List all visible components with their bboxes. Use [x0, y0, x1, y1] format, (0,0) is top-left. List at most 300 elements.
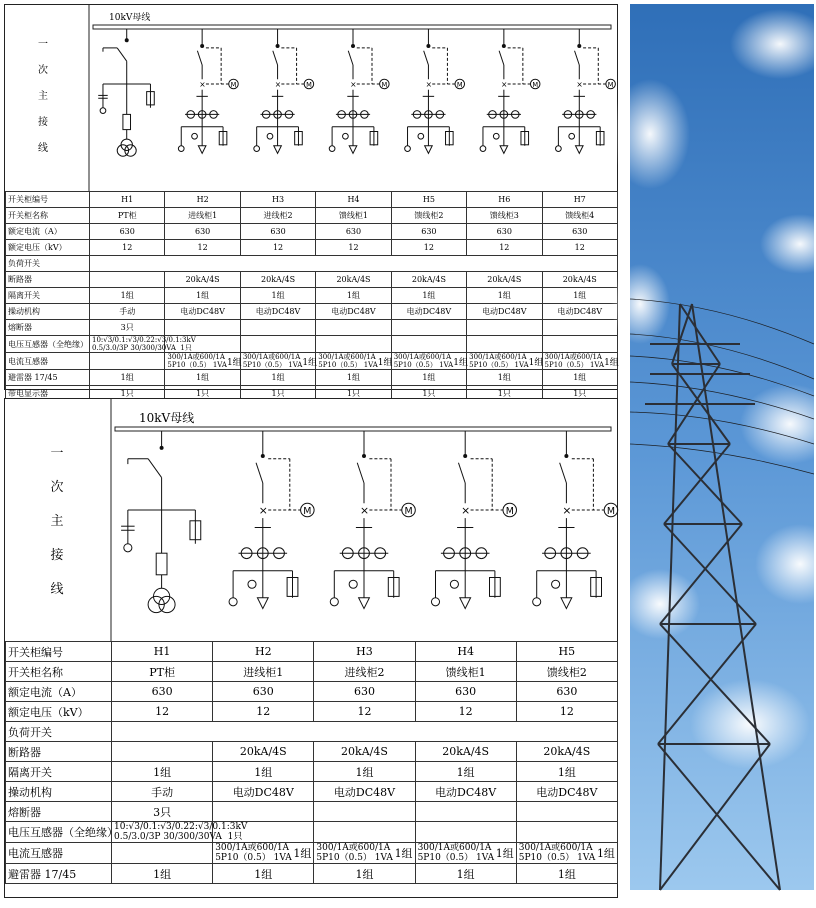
fuse-cell [467, 320, 542, 336]
voltage-cell: 12 [240, 240, 315, 256]
node [160, 446, 163, 449]
name-cell: 馈线柜4 [542, 208, 617, 224]
row-label: 电压互感器（全绝缘） [6, 336, 90, 353]
motor-label: M [532, 80, 539, 89]
cabinet-H1-symbol [98, 29, 154, 156]
arrester-cell: 1组 [391, 370, 466, 386]
pt-spec: 10:√3/0.1:√3/0.22:√3/0.1:3kV 0.5/3.0/3P 30/300/30VA 1只 [90, 336, 165, 353]
spec-row [6, 662, 618, 682]
row-label: 电压互感器（全绝缘） [6, 822, 112, 843]
cabinet-H3-symbol [254, 29, 314, 153]
mech-cell: 电动DC48V [391, 304, 466, 320]
motor-label: M [303, 506, 312, 518]
breaker-mark: × [258, 504, 268, 518]
name-cell: 进线柜1 [165, 208, 240, 224]
isolator-blade [273, 51, 278, 65]
isolator-blade [117, 48, 127, 61]
node [502, 45, 505, 48]
cable-terminal [561, 598, 572, 609]
name-cell: 进线柜2 [240, 208, 315, 224]
voltage-cell: 12 [90, 240, 165, 256]
node [427, 45, 430, 48]
indicator-lamp [100, 108, 106, 114]
voltage-cell: 12 [314, 702, 415, 722]
node [125, 39, 128, 42]
row-label: 开关柜名称 [6, 662, 112, 682]
fuse-cell [415, 802, 516, 822]
spec-row [6, 272, 618, 288]
fuse-cell [516, 802, 617, 822]
node [464, 455, 467, 458]
breaker-cell: 20kA/4S [213, 742, 314, 762]
spec-row [6, 224, 618, 240]
mech-cell: 电动DC48V [415, 782, 516, 802]
breaker-cell: 20kA/4S [467, 272, 542, 288]
indicator-cell: 1只 [90, 386, 165, 402]
spec-row [6, 822, 618, 843]
indicator [267, 133, 273, 139]
transmission-tower-photo [630, 4, 814, 890]
arrester-cell: 1组 [90, 370, 165, 386]
voltage-cell: 12 [467, 240, 542, 256]
ct-rating: 300/1A或600/1A 5P10（0.5） 1VA [318, 353, 378, 369]
id-cell: H5 [391, 192, 466, 208]
cabinet-spec-table [5, 191, 618, 402]
isolator-cell: 1组 [516, 762, 617, 782]
isolator-cell: 1组 [112, 762, 213, 782]
indicator-cell: 1只 [240, 386, 315, 402]
spec-row [6, 762, 618, 782]
motor-label: M [381, 80, 388, 89]
cable-terminal [349, 146, 357, 154]
cabinet-H2-symbol [229, 431, 314, 609]
side-label-char: 次 [50, 480, 64, 495]
mech-cell: 电动DC48V [316, 304, 391, 320]
cell [314, 822, 415, 843]
wiring-diagram [5, 399, 617, 641]
current-cell: 630 [391, 224, 466, 240]
busbar [115, 427, 611, 431]
voltage-cell: 12 [112, 702, 213, 722]
row-label: 开关柜编号 [6, 192, 90, 208]
cell [542, 336, 617, 353]
row-label: 带电显示器 [6, 386, 90, 402]
current-cell: 630 [415, 682, 516, 702]
load-switch-cell [112, 722, 618, 742]
isolator-blade [256, 463, 263, 483]
breaker-mark: × [562, 504, 572, 518]
indicator-cell: 1只 [165, 386, 240, 402]
cell [240, 336, 315, 353]
isolator-cell: 1组 [316, 288, 391, 304]
fuse-cell: 3只 [90, 320, 165, 336]
indicator-lamp [405, 146, 411, 152]
mech-cell: 电动DC48V [240, 304, 315, 320]
mech-cell: 手动 [112, 782, 213, 802]
mech-cell: 电动DC48V [516, 782, 617, 802]
cloud [607, 79, 690, 189]
cable-terminal [460, 598, 471, 609]
arrester-cell: 1组 [316, 370, 391, 386]
ct-rating: 300/1A或600/1A 5P10（0.5） 1VA [469, 353, 529, 369]
motor-label: M [505, 506, 514, 518]
motor-label: M [606, 506, 616, 518]
ct-qty: 1组 [604, 357, 619, 368]
name-cell: 馈线柜3 [467, 208, 542, 224]
indicator-cell: 1只 [316, 386, 391, 402]
fuse-cell [542, 320, 617, 336]
spec-row [6, 336, 618, 353]
current-cell: 630 [90, 224, 165, 240]
isolator-blade [424, 51, 429, 65]
ct-rating: 300/1A或600/1A 5P10（0.5） 1VA [316, 843, 393, 863]
indicator [192, 133, 198, 139]
spec-row [6, 702, 618, 722]
id-cell: H3 [240, 192, 315, 208]
indicator-lamp [330, 598, 338, 606]
breaker-cell: 20kA/4S [542, 272, 617, 288]
ct-qty: 1组 [394, 847, 413, 860]
side-label-char: 一 [38, 39, 48, 50]
row-label: 隔离开关 [6, 762, 112, 782]
cabinet-H7-symbol [556, 29, 616, 153]
breaker-cell [90, 272, 165, 288]
id-cell: H4 [316, 192, 391, 208]
fuse-cell [314, 802, 415, 822]
ct-qty: 1组 [302, 357, 318, 368]
ct-rating: 300/1A或600/1A 5P10（0.5） 1VA [417, 843, 495, 863]
voltage-cell: 12 [213, 702, 314, 722]
indicator-cell: 1只 [467, 386, 542, 402]
indicator-lamp [480, 146, 486, 152]
ct-spec [415, 843, 516, 864]
side-label-char: 接 [50, 548, 64, 563]
indicator [349, 580, 357, 588]
arrester-cell: 1组 [516, 864, 617, 884]
fuse-cell [391, 320, 466, 336]
load-switch-cell [90, 256, 618, 272]
fuse-cell [213, 802, 314, 822]
current-cell: 630 [516, 682, 617, 702]
ct-rating: 300/1A或600/1A 5P10（0.5） 1VA [518, 843, 596, 863]
ct-spec [165, 353, 240, 370]
isolator-cell: 1组 [542, 288, 617, 304]
isolator-blade [357, 463, 364, 483]
breaker-cell: 20kA/4S [240, 272, 315, 288]
isolator-cell: 1组 [165, 288, 240, 304]
cabinet-H4-symbol [431, 431, 516, 609]
motor-label: M [456, 80, 463, 89]
ct-spec [213, 843, 314, 864]
spec-row [6, 843, 618, 864]
fuse-cell: 3只 [112, 802, 213, 822]
spec-row [6, 288, 618, 304]
isolator-blade [499, 51, 504, 65]
single-line-diagram-7-cabinets [4, 4, 619, 398]
side-label-char: 主 [50, 514, 64, 529]
id-cell: H2 [165, 192, 240, 208]
fuse [156, 553, 167, 575]
indicator-lamp [254, 146, 260, 152]
indicator [493, 133, 499, 139]
single-line-diagram-5-cabinets [4, 398, 618, 898]
ct-spec [542, 353, 617, 370]
row-label: 额定电压（kV） [6, 702, 112, 722]
breaker-cell: 20kA/4S [415, 742, 516, 762]
isolator-blade [560, 463, 567, 483]
voltage-cell: 12 [316, 240, 391, 256]
isolator-cell: 1组 [391, 288, 466, 304]
fuse-cell [165, 320, 240, 336]
row-label: 断路器 [6, 272, 90, 288]
voltage-cell: 12 [391, 240, 466, 256]
cable-terminal [198, 146, 206, 154]
name-cell: 进线柜1 [213, 662, 314, 682]
ct-qty: 1组 [453, 357, 468, 368]
spec-row [6, 864, 618, 884]
mech-cell: 电动DC48V [467, 304, 542, 320]
current-cell: 630 [314, 682, 415, 702]
current-cell: 630 [467, 224, 542, 240]
row-label: 操动机构 [6, 782, 112, 802]
cabinet-H2-symbol [178, 29, 238, 153]
name-cell: PT柜 [112, 662, 213, 682]
bus-label: 10kV母线 [139, 411, 195, 425]
ct-spec [467, 353, 542, 370]
id-cell: H3 [314, 642, 415, 662]
breaker-cell [112, 742, 213, 762]
indicator [418, 133, 424, 139]
ct-rating: 300/1A或600/1A 5P10（0.5） 1VA [215, 843, 292, 863]
side-label-char: 线 [50, 582, 64, 597]
arrester-cell: 1组 [213, 864, 314, 884]
cell [391, 336, 466, 353]
fuse-cell [316, 320, 391, 336]
transmission-tower-image [630, 4, 814, 890]
cell [467, 336, 542, 353]
breaker-mark: × [359, 504, 369, 518]
ct-spec [112, 843, 213, 864]
isolator-cell: 1组 [314, 762, 415, 782]
spec-row [6, 682, 618, 702]
motor-label: M [306, 80, 312, 89]
name-cell: 进线柜2 [314, 662, 415, 682]
indicator [552, 580, 560, 588]
ct-qty: 1组 [293, 847, 312, 860]
cell [415, 822, 516, 843]
row-label: 负荷开关 [6, 722, 112, 742]
id-cell: H1 [112, 642, 213, 662]
id-cell: H2 [213, 642, 314, 662]
row-label: 额定电压（kV） [6, 240, 90, 256]
spec-row [6, 304, 618, 320]
breaker-mark: × [199, 79, 206, 89]
row-label: 负荷开关 [6, 256, 90, 272]
id-cell: H6 [467, 192, 542, 208]
node [363, 455, 366, 458]
current-cell: 630 [112, 682, 213, 702]
row-label: 操动机构 [6, 304, 90, 320]
ct-spec [316, 353, 391, 370]
indicator-lamp [229, 598, 237, 606]
isolator-blade [458, 463, 465, 483]
ct-spec [314, 843, 415, 864]
voltage-cell: 12 [415, 702, 516, 722]
current-cell: 630 [240, 224, 315, 240]
cabinet-H1-symbol [121, 431, 201, 613]
indicator-lamp [124, 544, 132, 552]
row-label: 熔断器 [6, 320, 90, 336]
mech-cell: 电动DC48V [165, 304, 240, 320]
name-cell: 馈线柜2 [516, 662, 617, 682]
id-cell: H4 [415, 642, 516, 662]
isolator-cell: 1组 [467, 288, 542, 304]
name-cell: 馈线柜1 [415, 662, 516, 682]
breaker-cell: 20kA/4S [516, 742, 617, 762]
arrester-cell: 1组 [240, 370, 315, 386]
arrester-cell: 1组 [165, 370, 240, 386]
isolator-cell: 1组 [415, 762, 516, 782]
spec-row [6, 802, 618, 822]
current-cell: 630 [542, 224, 617, 240]
spec-row [6, 782, 618, 802]
spec-row [6, 192, 618, 208]
row-label: 额定电流（A） [6, 224, 90, 240]
breaker-mark: × [425, 79, 432, 89]
isolator-blade [197, 51, 202, 65]
breaker-mark: × [461, 504, 471, 518]
id-cell: H1 [90, 192, 165, 208]
id-cell: H5 [516, 642, 617, 662]
row-label: 电流互感器 [6, 843, 112, 864]
cloud [610, 264, 670, 344]
voltage-cell: 12 [165, 240, 240, 256]
cloud [620, 569, 700, 639]
spec-row [6, 742, 618, 762]
bus-label: 10kV母线 [109, 13, 151, 23]
busbar [93, 25, 611, 29]
cable-terminal [575, 146, 583, 154]
breaker-cell: 20kA/4S [165, 272, 240, 288]
current-cell: 630 [165, 224, 240, 240]
isolator-blade [348, 51, 353, 65]
ct-spec [240, 353, 318, 370]
breaker-mark: × [501, 79, 508, 89]
spec-row [6, 240, 618, 256]
side-label-char: 次 [38, 65, 48, 76]
name-cell: PT柜 [90, 208, 165, 224]
indicator-lamp [556, 146, 562, 152]
spec-row [6, 353, 618, 370]
node [565, 455, 568, 458]
cable-terminal [257, 598, 268, 609]
ct-qty: 1组 [495, 847, 514, 860]
isolator-cell: 1组 [240, 288, 315, 304]
node [201, 45, 204, 48]
voltage-cell: 12 [542, 240, 617, 256]
indicator-lamp [178, 146, 184, 152]
cable-terminal [359, 598, 370, 609]
spec-row [6, 642, 618, 662]
ct-qty: 1组 [528, 357, 544, 368]
isolator-blade [575, 51, 580, 65]
pt-spec: 10:√3/0.1:√3/0.22:√3/0.1:3kV 0.5/3.0/3P 30/300/30VA 1只 [112, 822, 213, 843]
cable-terminal [425, 146, 433, 154]
ct-rating: 300/1A或600/1A 5P10（0.5） 1VA [393, 353, 454, 369]
ct-rating: 300/1A或600/1A 5P10（0.5） 1VA [544, 353, 605, 369]
indicator-cell: 1只 [391, 386, 466, 402]
arrester-cell: 1组 [415, 864, 516, 884]
arrester-cell: 1组 [542, 370, 617, 386]
breaker-cell: 20kA/4S [314, 742, 415, 762]
breaker-mark: × [350, 79, 357, 89]
side-label-char: 一 [50, 446, 64, 461]
row-label: 断路器 [6, 742, 112, 762]
cable-terminal [274, 146, 282, 154]
cabinet-H4-symbol [329, 29, 389, 153]
arrester-cell: 1组 [467, 370, 542, 386]
isolator-blade [148, 459, 162, 478]
indicator-lamp [533, 598, 541, 606]
ct-rating: 300/1A或600/1A 5P10（0.5） 1VA [242, 353, 303, 369]
node [578, 45, 581, 48]
cabinet-H6-symbol [480, 29, 540, 153]
row-label: 熔断器 [6, 802, 112, 822]
side-label-char: 主 [38, 91, 48, 102]
cell [516, 822, 617, 843]
fuse-cell [240, 320, 315, 336]
node [352, 45, 355, 48]
spec-row [6, 370, 618, 386]
ct-qty: 1组 [226, 357, 242, 368]
indicator [343, 133, 349, 139]
ct-spec [391, 353, 466, 370]
row-label: 避雷器 17/45 [6, 370, 90, 386]
wiring-diagram [5, 5, 617, 191]
motor-label: M [607, 80, 614, 89]
isolator-cell: 1组 [90, 288, 165, 304]
cabinet-spec-table [5, 641, 618, 884]
motor-label: M [230, 80, 237, 89]
row-label: 额定电流（A） [6, 682, 112, 702]
arrester-cell: 1组 [314, 864, 415, 884]
mech-cell: 电动DC48V [213, 782, 314, 802]
ct-spec [516, 843, 617, 864]
current-cell: 630 [316, 224, 391, 240]
name-cell: 馈线柜1 [316, 208, 391, 224]
side-label-char: 线 [38, 143, 48, 154]
fuse [123, 114, 131, 129]
cable-terminal [500, 146, 508, 154]
breaker-cell: 20kA/4S [391, 272, 466, 288]
cabinet-H3-symbol [330, 431, 415, 609]
row-label: 开关柜名称 [6, 208, 90, 224]
id-cell: H7 [542, 192, 617, 208]
ct-qty: 1组 [596, 847, 615, 860]
current-cell: 630 [213, 682, 314, 702]
isolator-cell: 1组 [213, 762, 314, 782]
ct-spec [90, 353, 165, 370]
spec-row [6, 208, 618, 224]
breaker-mark: × [274, 79, 282, 89]
mech-cell: 电动DC48V [542, 304, 617, 320]
cell [316, 336, 391, 353]
indicator-lamp [329, 146, 335, 152]
indicator [450, 580, 458, 588]
arrester-cell: 1组 [112, 864, 213, 884]
mech-cell: 电动DC48V [314, 782, 415, 802]
ct-rating: 300/1A或600/1A 5P10（0.5） 1VA [167, 353, 227, 369]
